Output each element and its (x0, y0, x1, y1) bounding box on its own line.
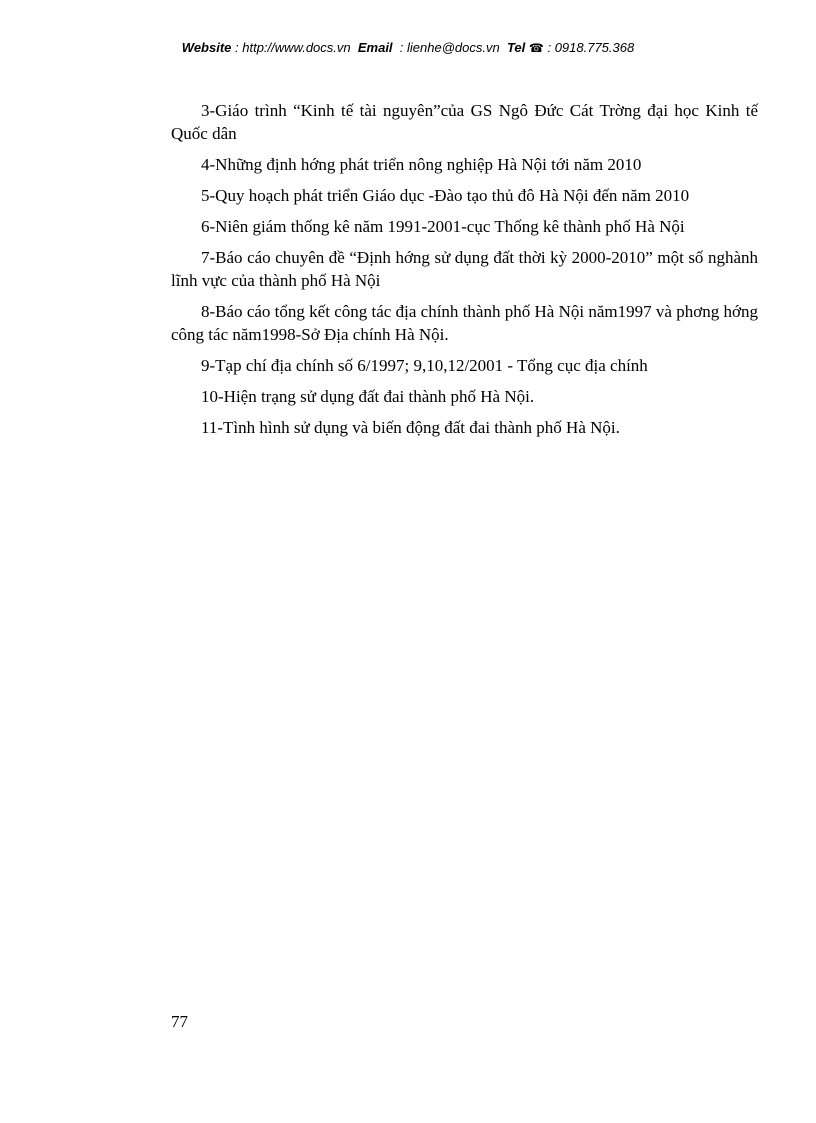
reference-item: 8-Báo cáo tổng kết công tác địa chính thành phố Hà Nội năm1997 và phơng hớng công tác năm1998-Sở Địa chính Hà Nội. (171, 302, 758, 344)
reference-item: 11-Tình hình sử dụng và biến động đất đai thành phố Hà Nội. (201, 418, 620, 437)
website-url: http://www.docs.vn (242, 40, 351, 55)
tel-separator: : (543, 40, 555, 55)
page-number: 77 (171, 1012, 188, 1031)
reference-item: 4-Những định hớng phát triển nông nghiệp Hà Nội tới năm 2010 (201, 155, 642, 174)
tel-label: Tel (506, 40, 526, 55)
reference-item: 10-Hiện trạng sử dụng đất đai thành phố Hà Nội. (201, 387, 535, 406)
website-label: Website (181, 40, 232, 55)
email-address: lienhe@docs.vn (407, 40, 500, 55)
tel-number: 0918.775.368 (554, 40, 635, 55)
reference-item: 6-Niên giám thống kê năm 1991-2001-cục Thống kê thành phố Hà Nội (201, 217, 685, 236)
email-label: Email (357, 40, 393, 55)
website-separator: : (231, 40, 243, 55)
reference-list (171, 99, 758, 447)
reference-item: 7-Báo cáo chuyên đề “Định hớng sử dụng đất thời kỳ 2000-2010” một số nghành lĩnh vực của thành phố Hà Nội (171, 248, 758, 290)
phone-icon: ☎ (528, 41, 544, 55)
page-header (0, 40, 816, 55)
reference-item: 9-Tạp chí địa chính số 6/1997; 9,10,12/2001 - Tổng cục địa chính (201, 356, 648, 375)
email-separator: : (396, 40, 408, 55)
reference-item: 3-Giáo trình “Kinh tế tài nguyên”của GS Ngô Đức Cát Trờng đại học Kinh tế Quốc dân (171, 101, 758, 143)
reference-item: 5-Quy hoạch phát triển Giáo dục -Đào tạo thủ đô Hà Nội đến năm 2010 (201, 186, 690, 205)
